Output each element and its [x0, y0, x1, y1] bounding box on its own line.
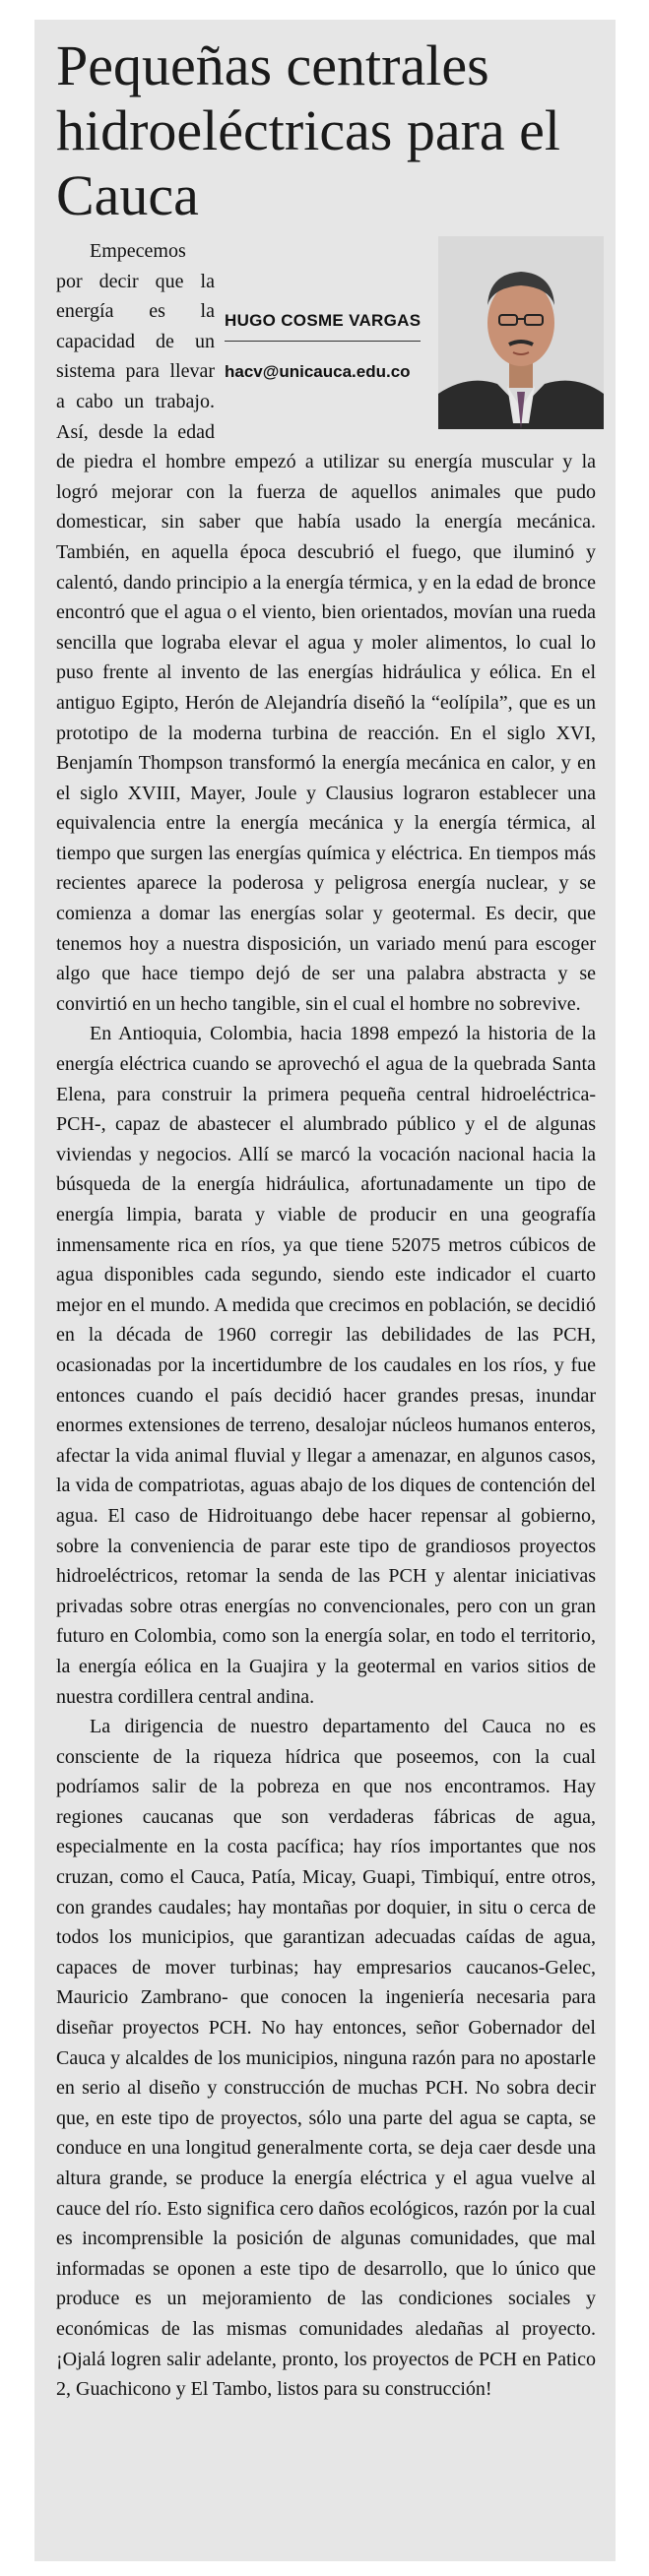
article-headline: Pequeñas centrales hidroeléctricas para el Cauca: [56, 33, 561, 227]
paragraph: En Antioquia, Colombia, hacia 1898 empezó la historia de la energía eléctrica cuando se aprovechó el agua de la quebrada Santa Elena, para construir la primera pequeña central hidroeléctrica-PCH-, capaz de abastecer el alumbrado público y el de algunas viviendas y negocios. Allí se marcó la vocación nacional hacia la búsqueda de la energía hidráulica, afortunadamente un tipo de energía limpia, barata y viable de producir en una geografía inmensamente rica en ríos, ya que tiene 52075 metros cúbicos de agua disponibles cada segundo, siendo este indicador el cuarto mejor en el mundo. A medida que crecimos en población, se decidió en la década de 1960 corregir las debilidades de las PCH, ocasionadas por la incertidumbre de los caudales en los ríos, y fue entonces cuando el país decidió hacer grandes presas, inundar enormes extensiones de terreno, desalojar núcleos humanos enteros, afectar la vida animal fluvial y llegar a amenazar, en algunos casos, la vida de compatriotas, aguas abajo de los diques de contención del agua. El caso de Hidroituango debe hacer repensar al gobierno, sobre la conveniencia de parar este tipo de grandiosos proyectos hidroeléctricos, retomar la senda de las PCH y alentar iniciativas privadas sobre otras energías no convencionales, pero con un gran futuro en Colombia, como son la energía solar, en todo el territorio, la energía eólica en la Guajira y la geotermal en varios sitios de nuestra cordillera central andina.: [56, 1023, 596, 1708]
author-email: hacv@unicauca.edu.co: [225, 361, 411, 381]
article-body: [56, 236, 596, 2405]
author-photo: [438, 236, 604, 429]
paragraph: La dirigencia de nuestro departamento del Cauca no es consciente de la riqueza hídrica que poseemos, con la cual podríamos salir de la pobreza en que nos encontramos. Hay regiones caucanas que son verdaderas fábricas de agua, especialmente en la costa pacífica; hay ríos importantes que nos cruzan, como el Cauca, Patía, Micay, Guapi, Timbiquí, entre otros, con grandes caudales; hay montañas por doquier, in situ o cerca de todos los municipios, que garantizan adecuadas caídas de agua, capaces de mover turbinas; hay empresarios caucanos-Gelec, Mauricio Zambrano- que conocen la ingeniería necesaria para diseñar proyectos PCH. No hay entonces, señor Gobernador del Cauca y alcaldes de los municipios, ninguna razón para no apostarle en serio al diseño y construcción de muchas PCH. No sobra decir que, en este tipo de proyectos, sólo una parte del agua se capta, se conduce en una longitud generalmente corta, se deja caer desde una altura grande, se produce la energía eléctrica y el agua vuelve al cauce del río. Esto significa cero daños ecológicos, razón por la cual es incomprensible la posición de algunas comunidades, que mal informadas se oponen a este tipo de desarrollo, que lo único que produce es un mejoramiento de las condiciones sociales y económicas de las mismas comunidades aledañas al proyecto. ¡Ojalá logren salir adelante, pronto, los proyectos de PCH en Patico 2, Guachicono y El Tambo, listos para su construcción!: [56, 1716, 596, 2401]
paragraph: Empecemos por decir que la energía es la capacidad de un sistema para llevar a cabo un trabajo. Así, desde la edad de piedra el hombre empezó a utilizar su energía muscular y la logró mejorar con la fuerza de aquellos animales que pudo domesticar, sin saber que había usado la energía mecánica. También, en aquella época descubrió el fuego, que iluminó y calentó, dando principio a la energía térmica, y en la edad de bronce encontró que el agua o el viento, bien orientados, movían una rueda sencilla que lograba elevar el agua y moler alimentos, lo cual lo puso frente al invento de las energías hidráulica y eólica. En el antiguo Egipto, Herón de Alejandría diseñó la “eolípila”, que es un prototipo de la moderna turbina de reacción. En el siglo XVI, Benjamín Thompson transformó la energía mecánica en calor, y en el siglo XVIII, Mayer, Joule y Clausius lograron establecer una equivalencia entre la energía mecánica y la energía térmica, al tiempo que surgen las energías química y eléctrica. En tiempos más recientes aparece la poderosa y peligrosa energía nuclear, y se comienza a domar las energías solar y geotermal. Es decir, que tenemos hoy a nuestra disposición, un variado menú para escoger algo que hace tiempo dejó de ser una palabra abstracta y se convirtió en un hecho tangible, sin el cual el hombre no sobrevive.: [56, 240, 596, 1015]
byline: [225, 236, 604, 429]
newspaper-column: [34, 20, 616, 2561]
author-name: HUGO COSME VARGAS: [225, 306, 421, 342]
